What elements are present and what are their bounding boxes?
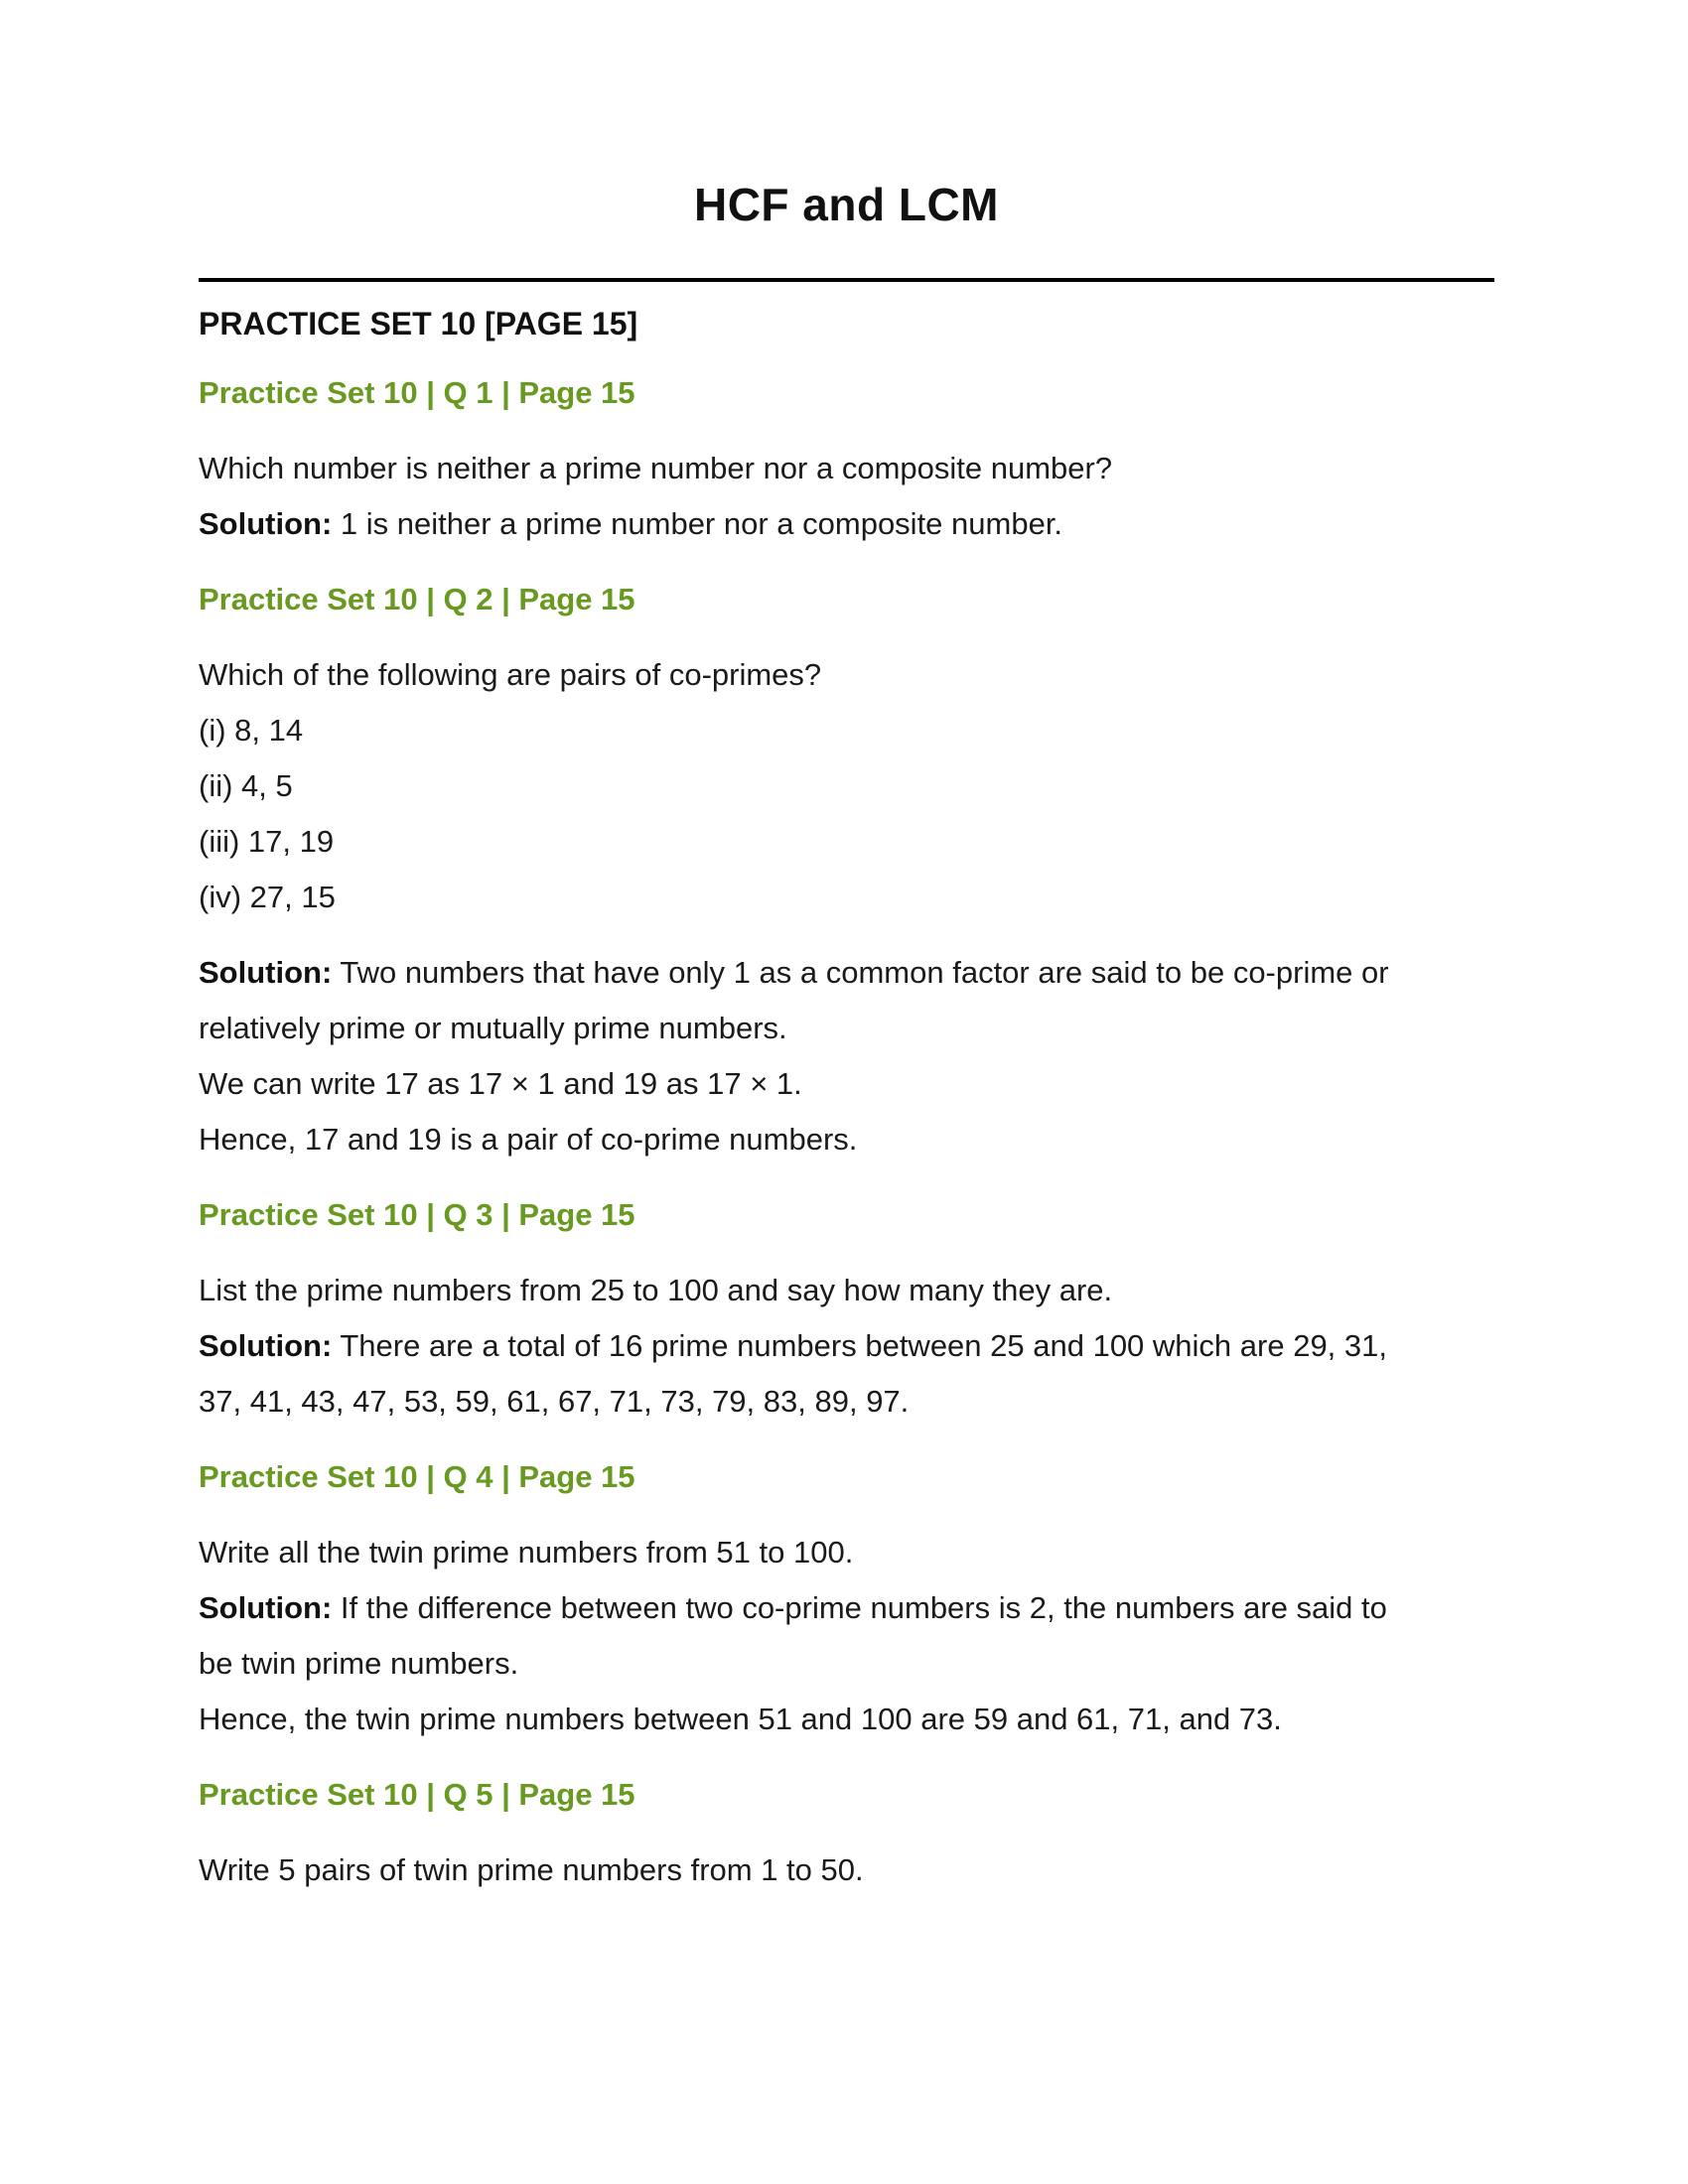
question-1-solution [199, 496, 1494, 552]
question-3-heading: Practice Set 10 | Q 3 | Page 15 [199, 1197, 635, 1232]
question-1-body [199, 441, 1494, 552]
question-3-text: List the prime numbers from 25 to 100 and say how many they are. [199, 1273, 1113, 1307]
question-2-option-ii: (ii) 4, 5 [199, 768, 293, 803]
question-4-text: Write all the twin prime numbers from 51 to 100. [199, 1535, 854, 1570]
solution-line [199, 945, 1494, 1001]
question-5-section [199, 1767, 1494, 1898]
question-5-heading: Practice Set 10 | Q 5 | Page 15 [199, 1777, 635, 1812]
question-3-section [199, 1187, 1494, 1430]
question-2-solution [199, 945, 1494, 1167]
solution-line: We can write 17 as 17 × 1 and 19 as 17 × 1. [199, 1066, 802, 1101]
solution-label: Solution: [199, 1328, 333, 1363]
solution-line: be twin prime numbers. [199, 1646, 519, 1681]
solution-line [199, 1580, 1494, 1636]
document-title: HCF and LCM [693, 179, 999, 230]
question-2-option-iv: (iv) 27, 15 [199, 880, 336, 914]
title-divider-rule [199, 278, 1494, 282]
solution-line: 37, 41, 43, 47, 53, 59, 61, 67, 71, 73, 79, 83, 89, 97. [199, 1384, 910, 1419]
solution-text: 1 is neither a prime number nor a composite number. [332, 506, 1063, 541]
practice-set-title: PRACTICE SET 10 [PAGE 15] [199, 306, 638, 341]
solution-label: Solution: [199, 1590, 333, 1625]
question-1-section [199, 365, 1494, 552]
question-4-section [199, 1449, 1494, 1747]
solution-line [199, 1318, 1494, 1374]
solution-text: Two numbers that have only 1 as a common factor are said to be co-prime or [332, 955, 1389, 990]
solution-line: Hence, 17 and 19 is a pair of co-prime numbers. [199, 1122, 858, 1157]
question-4-body [199, 1525, 1494, 1747]
question-5-body [199, 1843, 1494, 1898]
solution-label: Solution: [199, 506, 333, 541]
question-2-body [199, 647, 1494, 925]
question-1-heading: Practice Set 10 | Q 1 | Page 15 [199, 375, 635, 410]
question-2-heading: Practice Set 10 | Q 2 | Page 15 [199, 582, 635, 616]
question-5-text: Write 5 pairs of twin prime numbers from 1 to 50. [199, 1852, 864, 1887]
solution-text: If the difference between two co-prime numbers is 2, the numbers are said to [332, 1590, 1387, 1625]
solution-line: relatively prime or mutually prime numbers. [199, 1011, 787, 1045]
question-2-section [199, 572, 1494, 1167]
question-1-text: Which number is neither a prime number nor a composite number? [199, 451, 1113, 485]
question-3-body [199, 1263, 1494, 1430]
solution-label: Solution: [199, 955, 333, 990]
question-2-option-i: (i) 8, 14 [199, 713, 304, 748]
question-2-text: Which of the following are pairs of co-primes? [199, 657, 822, 692]
solution-text: There are a total of 16 prime numbers between 25 and 100 which are 29, 31, [332, 1328, 1388, 1363]
question-4-heading: Practice Set 10 | Q 4 | Page 15 [199, 1459, 635, 1494]
question-2-option-iii: (iii) 17, 19 [199, 824, 335, 859]
solution-line: Hence, the twin prime numbers between 51 and 100 are 59 and 61, 71, and 73. [199, 1702, 1282, 1736]
